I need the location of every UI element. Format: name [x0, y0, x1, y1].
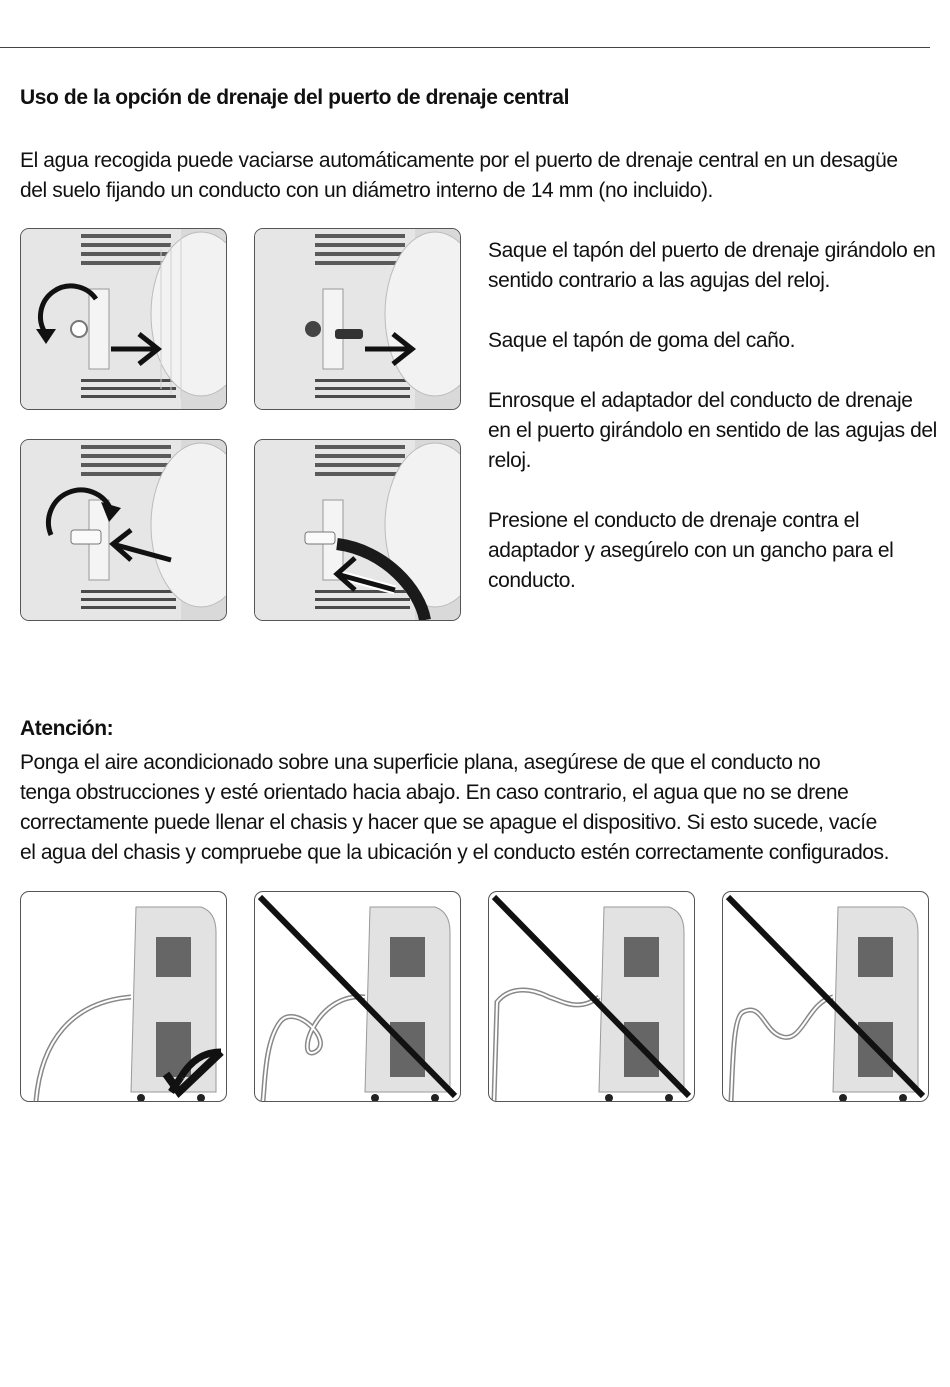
steps-list [488, 236, 938, 626]
intro-text [20, 146, 940, 206]
step-3-photo [20, 439, 227, 621]
hose-dip-wrong-figure [722, 891, 929, 1102]
attention-title: Atención: [20, 717, 114, 740]
section-title: Uso de la opción de drenaje del puerto de drenaje central [20, 86, 570, 109]
step-text: Saque el tapón del puerto de drenaje girándolo en sentido contrario a las agujas del reloj. [488, 239, 936, 292]
attention-text [20, 748, 940, 868]
step-text: Saque el tapón de goma del caño. [488, 329, 796, 352]
attention-line: correctamente puede llenar el chasis y hacer que se apague el dispositivo. Si esto sucede, vacíe [20, 811, 877, 834]
step-4-photo [254, 439, 461, 621]
step-2-photo [254, 228, 461, 410]
hose-loop-wrong-figure [254, 891, 461, 1102]
step-text: Presione el conducto de drenaje contra el adaptador y asegúrelo con un gancho para el conducto. [488, 509, 894, 592]
step-1-photo [20, 228, 227, 410]
intro-line: El agua recogida puede vaciarse automáticamente por el puerto de drenaje central en un desagüe [20, 149, 898, 172]
intro-line: del suelo fijando un conducto con un diámetro interno de 14 mm (no incluido). [20, 179, 713, 202]
attention-line: tenga obstrucciones y esté orientado hacia abajo. En caso contrario, el agua que no se drene [20, 781, 849, 804]
header-rule [0, 47, 930, 48]
hose-bump-wrong-figure [488, 891, 695, 1102]
attention-line: Ponga el aire acondicionado sobre una superficie plana, asegúrese de que el conducto no [20, 751, 821, 774]
attention-line: el agua del chasis y compruebe que la ubicación y el conducto estén correctamente configurados. [20, 841, 889, 864]
hose-correct-figure [20, 891, 227, 1102]
step-text: Enrosque el adaptador del conducto de drenaje en el puerto girándolo en sentido de las agujas del reloj. [488, 389, 937, 472]
